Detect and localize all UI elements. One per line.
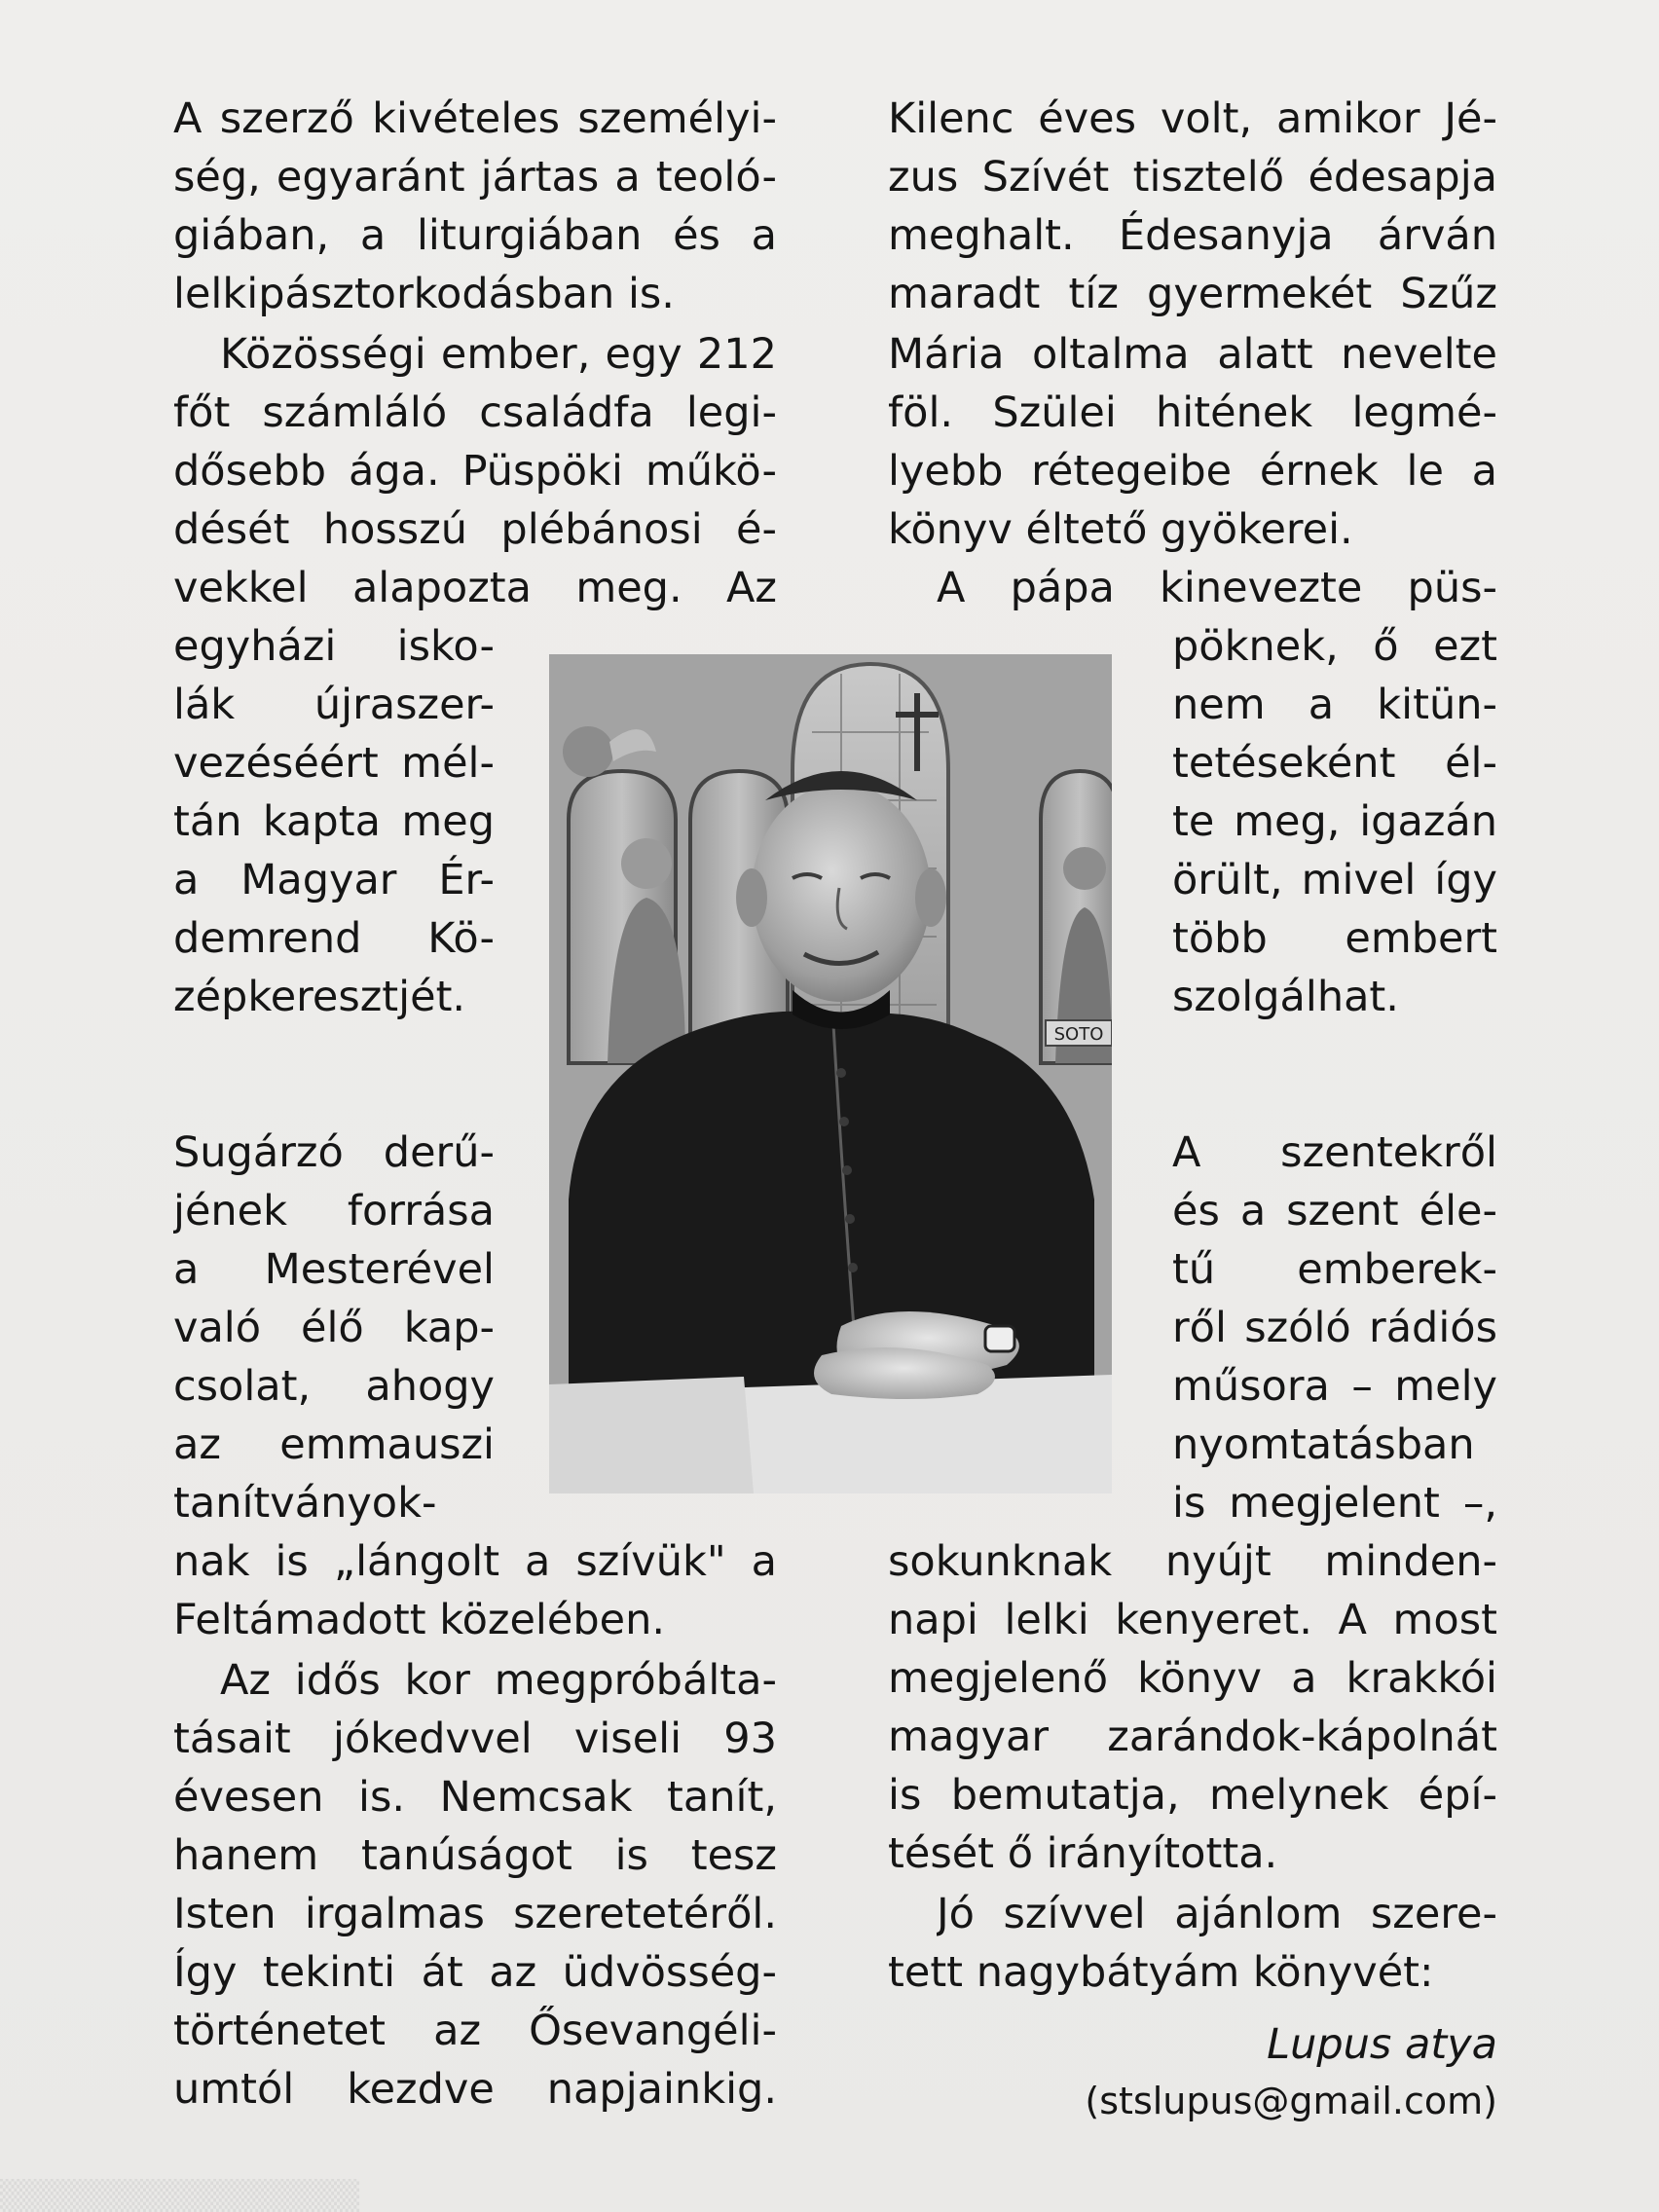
text-line: ség, egyaránt jártas a teoló- — [173, 153, 777, 202]
text-line-narrow: nyomtatásban — [1172, 1420, 1475, 1469]
text-line: dősebb ága. Püspöki műkö- — [173, 447, 777, 496]
text-line-narrow: a Mesterével — [173, 1245, 495, 1294]
text-line: lelkipásztorkodásban is. — [173, 270, 675, 318]
text-line: hanem tanúságot is tesz — [173, 1831, 777, 1880]
text-line: tését ő irányította. — [888, 1829, 1278, 1878]
text-line: maradt tíz gyermekét Szűz — [888, 270, 1497, 318]
text-line: is bemutatja, melynek épí- — [888, 1771, 1497, 1820]
text-line: vekkel alapozta meg. Az — [173, 564, 777, 612]
paragraph-first-line: Közösségi ember, egy 212 — [220, 330, 777, 379]
paragraph-first-line: A pápa kinevezte püs- — [937, 564, 1497, 612]
text-line: főt számláló családfa legi- — [173, 388, 777, 437]
plaque-text: SOTO — [1053, 1024, 1104, 1045]
text-line: tett nagybátyám könyvét: — [888, 1948, 1434, 1997]
text-line: giában, a liturgiában és a — [173, 211, 777, 260]
text-line: nak is „lángolt a szívük" a — [173, 1537, 777, 1586]
text-line-narrow: műsora – mely — [1172, 1362, 1497, 1411]
text-line-narrow: te meg, igazán — [1172, 797, 1497, 846]
text-line: napi lelki kenyeret. A most — [888, 1596, 1497, 1644]
text-line-narrow: A szentekről — [1172, 1128, 1497, 1177]
text-line: A szerző kivételes személyi- — [173, 94, 777, 143]
text-line-narrow: tán kapta meg — [173, 797, 495, 846]
text-line-narrow: való élő kap- — [173, 1304, 495, 1352]
paragraph-first-line: Jó szívvel ajánlom szere- — [937, 1890, 1497, 1938]
text-line-narrow: vezéséért mél- — [173, 739, 495, 788]
text-line-narrow: Sugárzó derű- — [173, 1128, 495, 1177]
text-line: évesen is. Nemcsak tanít, — [173, 1773, 777, 1822]
text-line-narrow: lák újraszer- — [173, 681, 495, 729]
text-line-narrow: is megjelent –, — [1172, 1479, 1497, 1528]
text-line-narrow: pöknek, ő ezt — [1172, 622, 1497, 671]
text-line-narrow: nem a kitün- — [1172, 681, 1497, 729]
text-line: Kilenc éves volt, amikor Jé- — [888, 94, 1497, 143]
text-line: Feltámadott közelében. — [173, 1596, 665, 1644]
text-line-narrow: több embert — [1172, 914, 1497, 963]
text-line: könyv éltető gyökerei. — [888, 505, 1353, 554]
text-line-narrow: tetéseként él- — [1172, 739, 1497, 788]
text-line-narrow: tanítványok- — [173, 1479, 437, 1528]
text-line-narrow: ről szóló rádiós — [1172, 1304, 1497, 1352]
text-line: történetet az Ősevangéli- — [173, 2007, 777, 2055]
text-line-narrow: tű emberek- — [1172, 1245, 1497, 1294]
text-line: megjelenő könyv a krakkói — [888, 1654, 1497, 1703]
text-line-narrow: a Magyar Ér- — [173, 856, 495, 904]
text-line-narrow: egyházi isko- — [173, 622, 495, 671]
text-line-narrow: csolat, ahogy — [173, 1362, 495, 1411]
text-line-narrow: szolgálhat. — [1172, 973, 1399, 1021]
signature: Lupus atya — [1267, 2020, 1497, 2069]
text-line: Mária oltalma alatt nevelte — [888, 330, 1497, 379]
text-line: magyar zarándok-kápolnát — [888, 1713, 1497, 1761]
email-address: (stslupus@gmail.com) — [1085, 2080, 1497, 2122]
text-line: lyebb rétegeibe érnek le a — [888, 447, 1497, 496]
portrait-photo — [549, 654, 1112, 1493]
paragraph-first-line: Az idős kor megpróbálta- — [220, 1656, 777, 1705]
watermark: ▒▒▒▒▒▒▒▒▒▒▒▒▒▒▒▒ — [0, 2179, 360, 2212]
text-line-narrow: örült, mivel így — [1172, 856, 1497, 904]
text-line-narrow: demrend Kö- — [173, 914, 495, 963]
text-line: zus Szívét tisztelő édesapja — [888, 153, 1497, 202]
text-line: tásait jókedvvel viseli 93 — [173, 1714, 777, 1763]
text-line: föl. Szülei hitének legmé- — [888, 388, 1497, 437]
text-line-narrow: az emmauszi — [173, 1420, 495, 1469]
text-line: umtól kezdve napjainkig. — [173, 2065, 777, 2114]
text-line: Isten irgalmas szeretetéről. — [173, 1890, 777, 1938]
text-line-narrow: zépkeresztjét. — [173, 973, 466, 1021]
text-line: dését hosszú plébánosi é- — [173, 505, 777, 554]
text-line: sokunknak nyújt minden- — [888, 1537, 1497, 1586]
text-line-narrow: és a szent éle- — [1172, 1187, 1497, 1235]
text-line: meghalt. Édesanyja árván — [888, 211, 1497, 260]
text-line-narrow: jének forrása — [173, 1187, 495, 1235]
text-line: Így tekinti át az üdvösség- — [173, 1948, 777, 1997]
